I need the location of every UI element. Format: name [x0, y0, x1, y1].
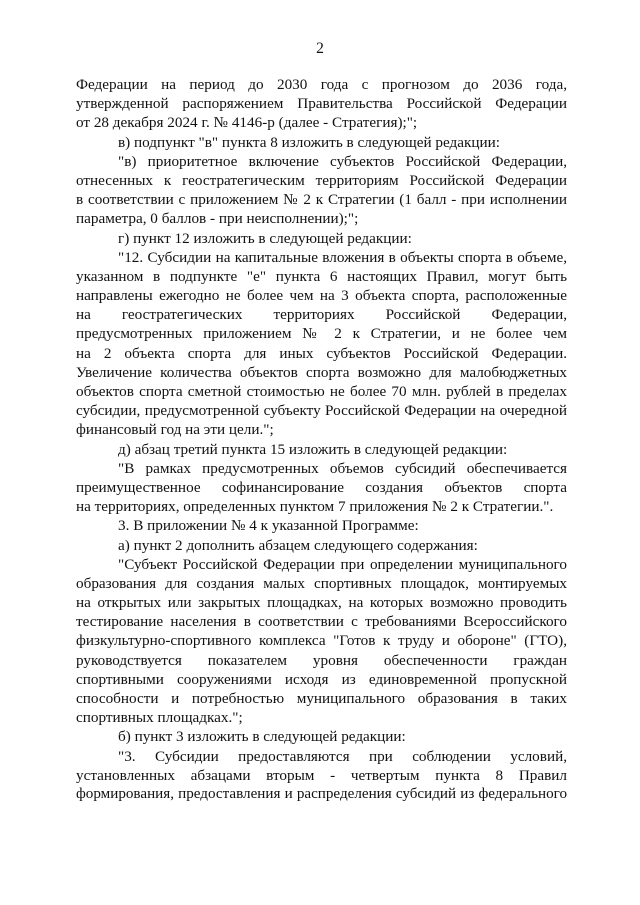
text-line: в) подпункт "в" пункта 8 изложить в следующей редакции: [118, 133, 500, 151]
text-line: способности и потребностью муниципального образования в таких [76, 690, 567, 707]
text-line: направлены ежегодно не более чем на 3 объекта спорта, расположенные [76, 287, 567, 305]
text-line: преимущественное софинансирование создания объектов спорта [76, 478, 567, 496]
text-line: "Субъект Российской Федерации при определении муниципального [118, 555, 567, 573]
text-line: утвержденной распоряжением Правительства Российской Федерации [76, 95, 567, 113]
text-line: субсидии, предусмотренной субъекту Российской Федерации на очередной [76, 402, 567, 420]
text-line: на геостратегических территориях Российской Федерации, [76, 306, 567, 324]
text-line: предусмотренных приложением № 2 к Стратегии, и не более чем [76, 325, 567, 343]
text-line: 3. В приложении № 4 к указанной Программе: [118, 517, 419, 535]
text-line: Федерации на период до 2030 года с прогнозом до 2036 года, [76, 76, 567, 93]
text-line: б) пункт 3 изложить в следующей редакции: [118, 728, 406, 746]
text-line: финансовый год на эти цели."; [76, 421, 274, 439]
text-line: г) пункт 12 изложить в следующей редакции: [118, 229, 412, 247]
text-line: образования для создания малых спортивных площадок, монтируемых [76, 574, 567, 592]
text-line: на открытых или закрытых площадках, на которых возможно проводить [76, 594, 567, 612]
document-body [76, 75, 567, 804]
text-line: "3. Субсидии предоставляются при соблюдении условий, [118, 747, 567, 765]
text-line: объектов спорта сметной стоимостью не более 70 млн. рублей в пределах [76, 383, 567, 400]
text-line: тестирование населения в соответствии с требованиями Всероссийского [76, 613, 567, 631]
text-line: на 2 объекта спорта для иных субъектов Российской Федерации. [76, 344, 567, 362]
text-line: физкультурно-спортивного комплекса "Готов к труду и обороне" (ГТО), [76, 632, 567, 650]
text-line: указанном в подпункте "е" пункта 6 настоящих Правил, могут быть [76, 267, 567, 285]
text-line: отнесенных к геостратегическим территориям Российской Федерации [76, 171, 567, 189]
text-line: а) пункт 2 дополнить абзацем следующего содержания: [118, 536, 478, 554]
text-line: параметра, 0 баллов - при неисполнении);"; [76, 210, 359, 228]
text-line: "в) приоритетное включение субъектов Российской Федерации, [118, 152, 567, 170]
text-line: "12. Субсидии на капитальные вложения в объекты спорта в объеме, [118, 248, 567, 266]
text-line: формирования, предоставления и распределения субсидий из федерального [76, 785, 567, 802]
text-line: Увеличение количества объектов спорта возможно для малобюджетных [76, 363, 567, 381]
text-line: спортивных площадках."; [76, 709, 243, 727]
text-line: установленных абзацами вторым - четвертым пункта 8 Правил [76, 766, 567, 784]
text-line: на территориях, определенных пунктом 7 приложения № 2 к Стратегии.". [76, 498, 554, 516]
page-number: 2 [316, 40, 324, 57]
text-line: в соответствии с приложением № 2 к Стратегии (1 балл - при исполнении [76, 191, 567, 209]
text-line: "В рамках предусмотренных объемов субсидий обеспечивается [118, 459, 567, 477]
text-line: спортивными сооружениями исходя из единовременной пропускной [76, 670, 567, 688]
text-line: руководствуется показателем уровня обеспеченности граждан [76, 651, 567, 669]
text-line: д) абзац третий пункта 15 изложить в следующей редакции: [118, 440, 508, 458]
text-line: от 28 декабря 2024 г. № 4146-р (далее - Стратегия);"; [76, 114, 418, 132]
